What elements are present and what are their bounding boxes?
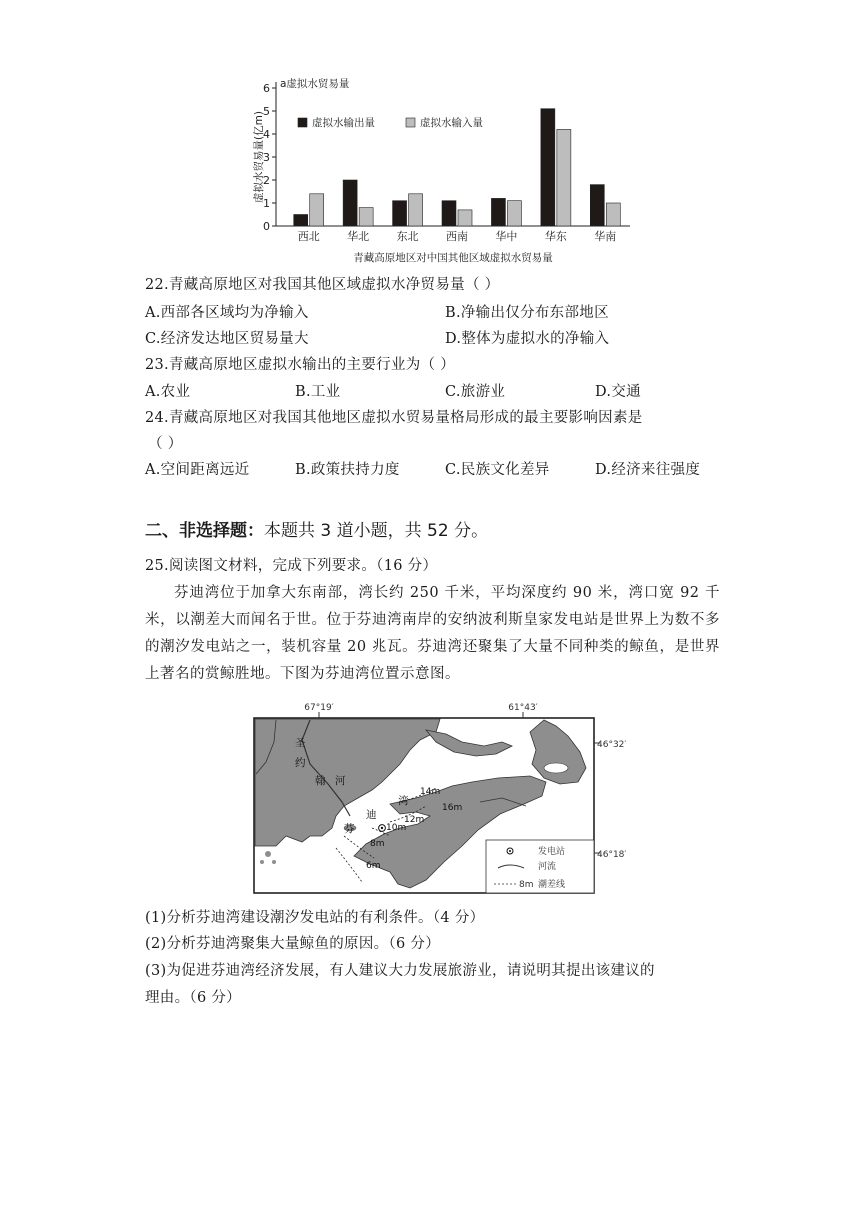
x-tick-label: 东北 xyxy=(396,230,419,243)
y-tick-label: 0 xyxy=(263,220,270,233)
tide-label-6m: 6m xyxy=(366,861,381,871)
chart-title: a虚拟水贸易量 xyxy=(280,78,350,90)
tide-label-16m: 16m xyxy=(442,803,463,813)
bay-char-1: 芬 xyxy=(344,823,355,835)
bar-export xyxy=(541,109,555,226)
lon-left-label: 67°19′ xyxy=(304,703,334,713)
legend-tide-label: 潮差线 xyxy=(538,880,566,890)
q24-option-a: A.空间距离远近 xyxy=(145,462,250,478)
q22-option-d: D.整体为虚拟水的净输入 xyxy=(445,331,610,347)
section-heading-rest: 本题共 3 道小题，共 52 分。 xyxy=(264,521,489,541)
x-tick-label: 华北 xyxy=(347,230,370,243)
bar-import xyxy=(606,203,620,226)
q23-stem: 23.青藏高原地区虚拟水输出的主要行业为（ ） xyxy=(145,357,456,373)
q25-passage: 芬迪湾位于加拿大东南部，湾长约 250 千米，平均深度约 90 米，湾口宽 92 千米，以潮差大而闻名于世。位于芬迪湾南岸的安纳波利斯皇家发电站是世界上为数不多的潮汐发电站之一，装机容量 20 兆瓦。芬迪湾还聚集了大量不同种类的鲸鱼，是世界上著名的赏鲸胜地。下图为芬迪湾位置示意图。 xyxy=(145,585,720,682)
bar-import xyxy=(458,210,472,226)
bar-import xyxy=(557,129,571,226)
q22-stem: 22.青藏高原地区对我国其他区域虚拟水净贸易量（ ） xyxy=(145,277,500,293)
legend-station-dot xyxy=(509,850,511,852)
q22-option-b: B.净输出仅分布东部地区 xyxy=(445,305,609,321)
q24-option-d: D.经济来往强度 xyxy=(595,462,701,478)
bar-import xyxy=(359,208,373,226)
q22-option-c: C.经济发达地区贸易量大 xyxy=(145,331,309,347)
bay-char-2: 迪 xyxy=(366,809,377,821)
river-char-1: 圣 xyxy=(295,737,306,749)
section-heading xyxy=(145,516,488,541)
y-axis-label: 虚拟水贸易量(亿m) xyxy=(253,111,265,203)
q25-sub2: (2)分析芬迪湾聚集大量鲸鱼的原因。（6 分） xyxy=(145,936,441,952)
q25-sub3-line1: (3)为促进芬迪湾经济发展，有人建议大力发展旅游业，请说明其提出该建议的 xyxy=(145,963,655,979)
y-tick-label: 2 xyxy=(263,174,270,187)
x-tick-label: 华东 xyxy=(544,230,567,243)
virtual-water-chart xyxy=(240,70,640,270)
river-char-3: 翰 xyxy=(315,775,326,787)
q25-title: 25.阅读图文材料，完成下列要求。（16 分） xyxy=(145,558,438,574)
q25-sub1: (1)分析芬迪湾建设潮汐发电站的有利条件。（4 分） xyxy=(145,910,485,926)
bar-import xyxy=(507,201,521,226)
bar-import xyxy=(409,194,423,226)
bar-export xyxy=(343,180,357,226)
q24-stem: 24.青藏高原地区对我国其他地区虚拟水贸易量格局形成的最主要影响因素是 xyxy=(145,410,643,426)
bar-import xyxy=(310,194,324,226)
q23-option-b: B.工业 xyxy=(295,384,341,400)
legend-swatch-export xyxy=(298,118,307,127)
y-tick-label: 4 xyxy=(263,128,270,141)
lon-right-label: 61°43′ xyxy=(508,703,538,713)
q22-option-a: A.西部各区域均为净输入 xyxy=(145,305,309,321)
legend-tide-value: 8m xyxy=(519,880,534,890)
lat-bottom-label: 46°18′ xyxy=(597,850,627,860)
x-tick-label: 华中 xyxy=(495,230,518,243)
section-heading-bold: 二、非选择题： xyxy=(145,521,264,541)
tide-label-12m: 12m xyxy=(404,815,425,825)
q23-option-a: A.农业 xyxy=(145,384,191,400)
tide-label-8m: 8m xyxy=(370,839,385,849)
river-char-2: 约 xyxy=(295,757,306,769)
x-axis-label: 青藏高原地区对中国其他区域虚拟水贸易量 xyxy=(353,252,553,264)
island xyxy=(272,860,276,864)
legend-label-export: 虚拟水输出量 xyxy=(312,117,375,129)
y-tick-label: 5 xyxy=(263,105,270,118)
island xyxy=(265,851,271,857)
bar-export xyxy=(294,215,308,227)
q24-option-b: B.政策扶持力度 xyxy=(295,462,400,478)
river-char-4: 河 xyxy=(335,775,346,787)
tide-label-14m: 14m xyxy=(420,787,441,797)
legend-label-import: 虚拟水输入量 xyxy=(420,117,483,129)
bar-export xyxy=(491,198,505,226)
x-tick-label: 华南 xyxy=(594,230,617,243)
y-tick-label: 3 xyxy=(263,151,270,164)
bay-char-3: 湾 xyxy=(398,795,409,807)
bar-export xyxy=(442,201,456,226)
island xyxy=(260,860,264,864)
q25-sub3-line2: 理由。（6 分） xyxy=(145,990,241,1006)
x-tick-label: 西南 xyxy=(446,230,468,243)
bar-export xyxy=(590,185,604,226)
lat-top-label: 46°32′ xyxy=(597,740,627,750)
fundy-bay-map xyxy=(240,703,640,898)
q23-option-c: C.旅游业 xyxy=(445,384,506,400)
legend-river-label: 河流 xyxy=(538,862,557,872)
legend-station-label: 发电站 xyxy=(538,847,566,857)
q24-stem-cont: （ ） xyxy=(148,436,183,452)
tide-label-10m: 10m xyxy=(386,823,407,833)
x-tick-label: 西北 xyxy=(297,230,320,243)
q24-option-c: C.民族文化差异 xyxy=(445,462,550,478)
bar-export xyxy=(393,201,407,226)
legend-swatch-import xyxy=(406,118,415,127)
power-station-dot xyxy=(381,827,383,829)
q23-option-d: D.交通 xyxy=(595,384,641,400)
y-tick-label: 1 xyxy=(263,197,270,210)
y-tick-label: 6 xyxy=(263,82,270,95)
bras-dor-lake xyxy=(544,763,568,773)
